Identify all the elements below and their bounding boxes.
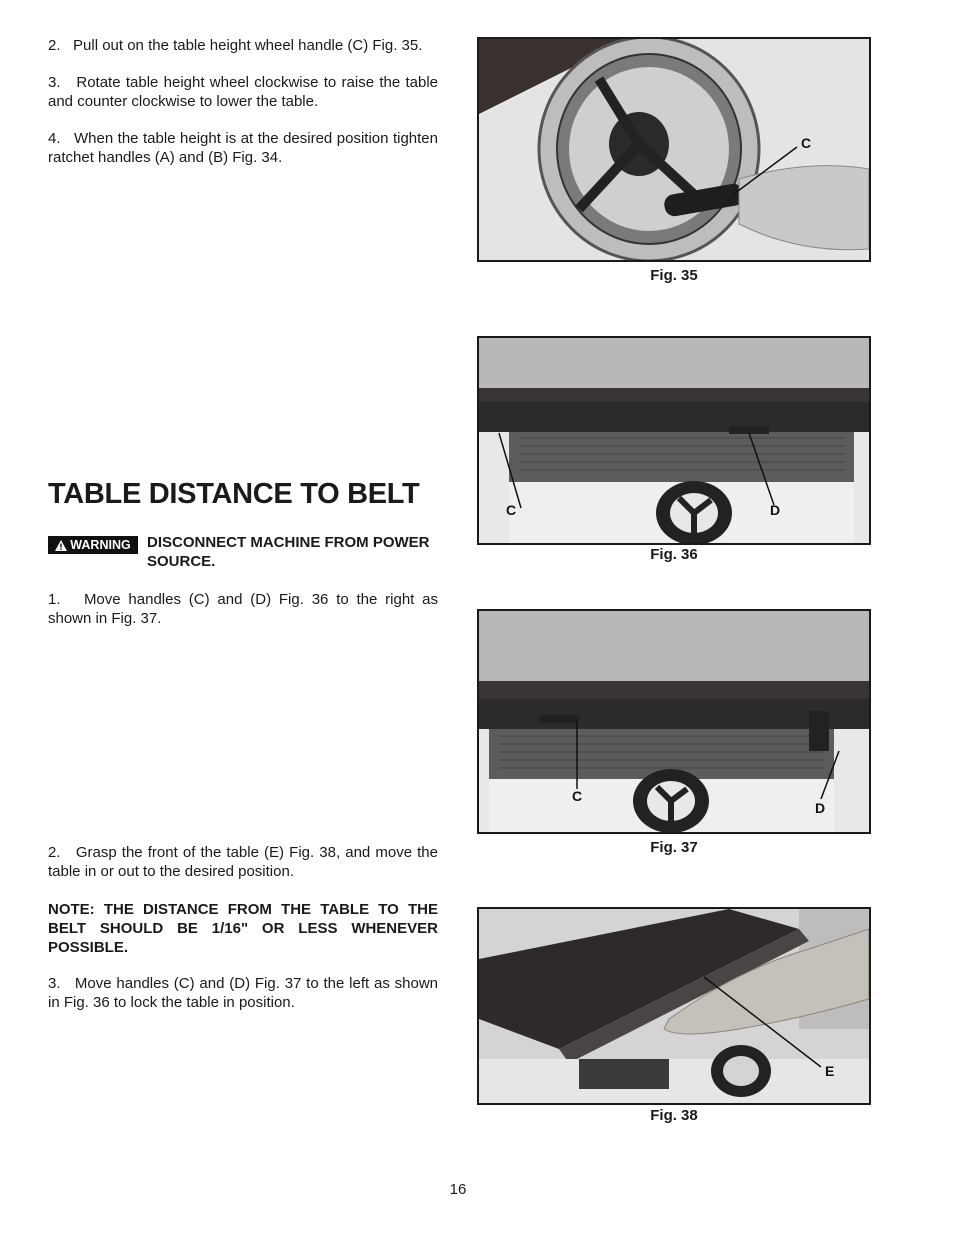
step-4-tighten-handles: 4. When the table height is at the desired position tighten ratchet handles (A) and (B) Fig. 34. (48, 130, 438, 166)
step-2-grasp-table: 2. Grasp the front of the table (E) Fig. 38, and move the table in or out to the desired position. (48, 844, 438, 880)
callout-d: D (815, 800, 826, 816)
table-unlocked-illustration (479, 611, 869, 832)
figure-35-photo (477, 37, 871, 262)
figure-37-caption: Fig. 37 (650, 839, 698, 856)
figure-38-photo (477, 907, 871, 1105)
warning-badge (48, 536, 138, 554)
callout-c: C (801, 135, 812, 151)
section-title: TABLE DISTANCE TO BELT (48, 478, 420, 510)
step-3-lock-table: 3. Move handles (C) and (D) Fig. 37 to the left as shown in Fig. 36 to lock the table in position. (48, 975, 438, 1011)
step-2-wheel-handle: 2. Pull out on the table height wheel handle (C) Fig. 35. (48, 37, 423, 54)
figure-36-caption: Fig. 36 (650, 546, 698, 563)
callout-c: C (506, 502, 517, 518)
step-3-rotate-wheel: 3. Rotate table height wheel clockwise to raise the table and counter clockwise to lower the table. (48, 74, 438, 110)
page-number: 16 (449, 1181, 467, 1198)
warning-text: DISCONNECT MACHINE FROM POWER SOURCE. (147, 534, 430, 570)
callout-e: E (825, 1063, 835, 1079)
figure-35-caption: Fig. 35 (650, 267, 698, 284)
note-distance: NOTE: THE DISTANCE FROM THE TABLE TO THE BELT SHOULD BE 1/16" OR LESS WHENEVER POSSIBLE. (48, 901, 438, 956)
figure-38-caption: Fig. 38 (650, 1107, 698, 1124)
figure-37-photo (477, 609, 871, 834)
table-locked-illustration (479, 338, 869, 543)
warning-triangle-icon (55, 540, 67, 551)
figure-36-photo (477, 336, 871, 545)
callout-c: C (572, 788, 583, 804)
step-1-move-handles: 1. Move handles (C) and (D) Fig. 36 to the right as shown in Fig. 37. (48, 591, 438, 627)
callout-d: D (770, 502, 781, 518)
table-adjust-illustration (479, 909, 869, 1103)
warning-badge-label: WARNING (70, 538, 131, 552)
